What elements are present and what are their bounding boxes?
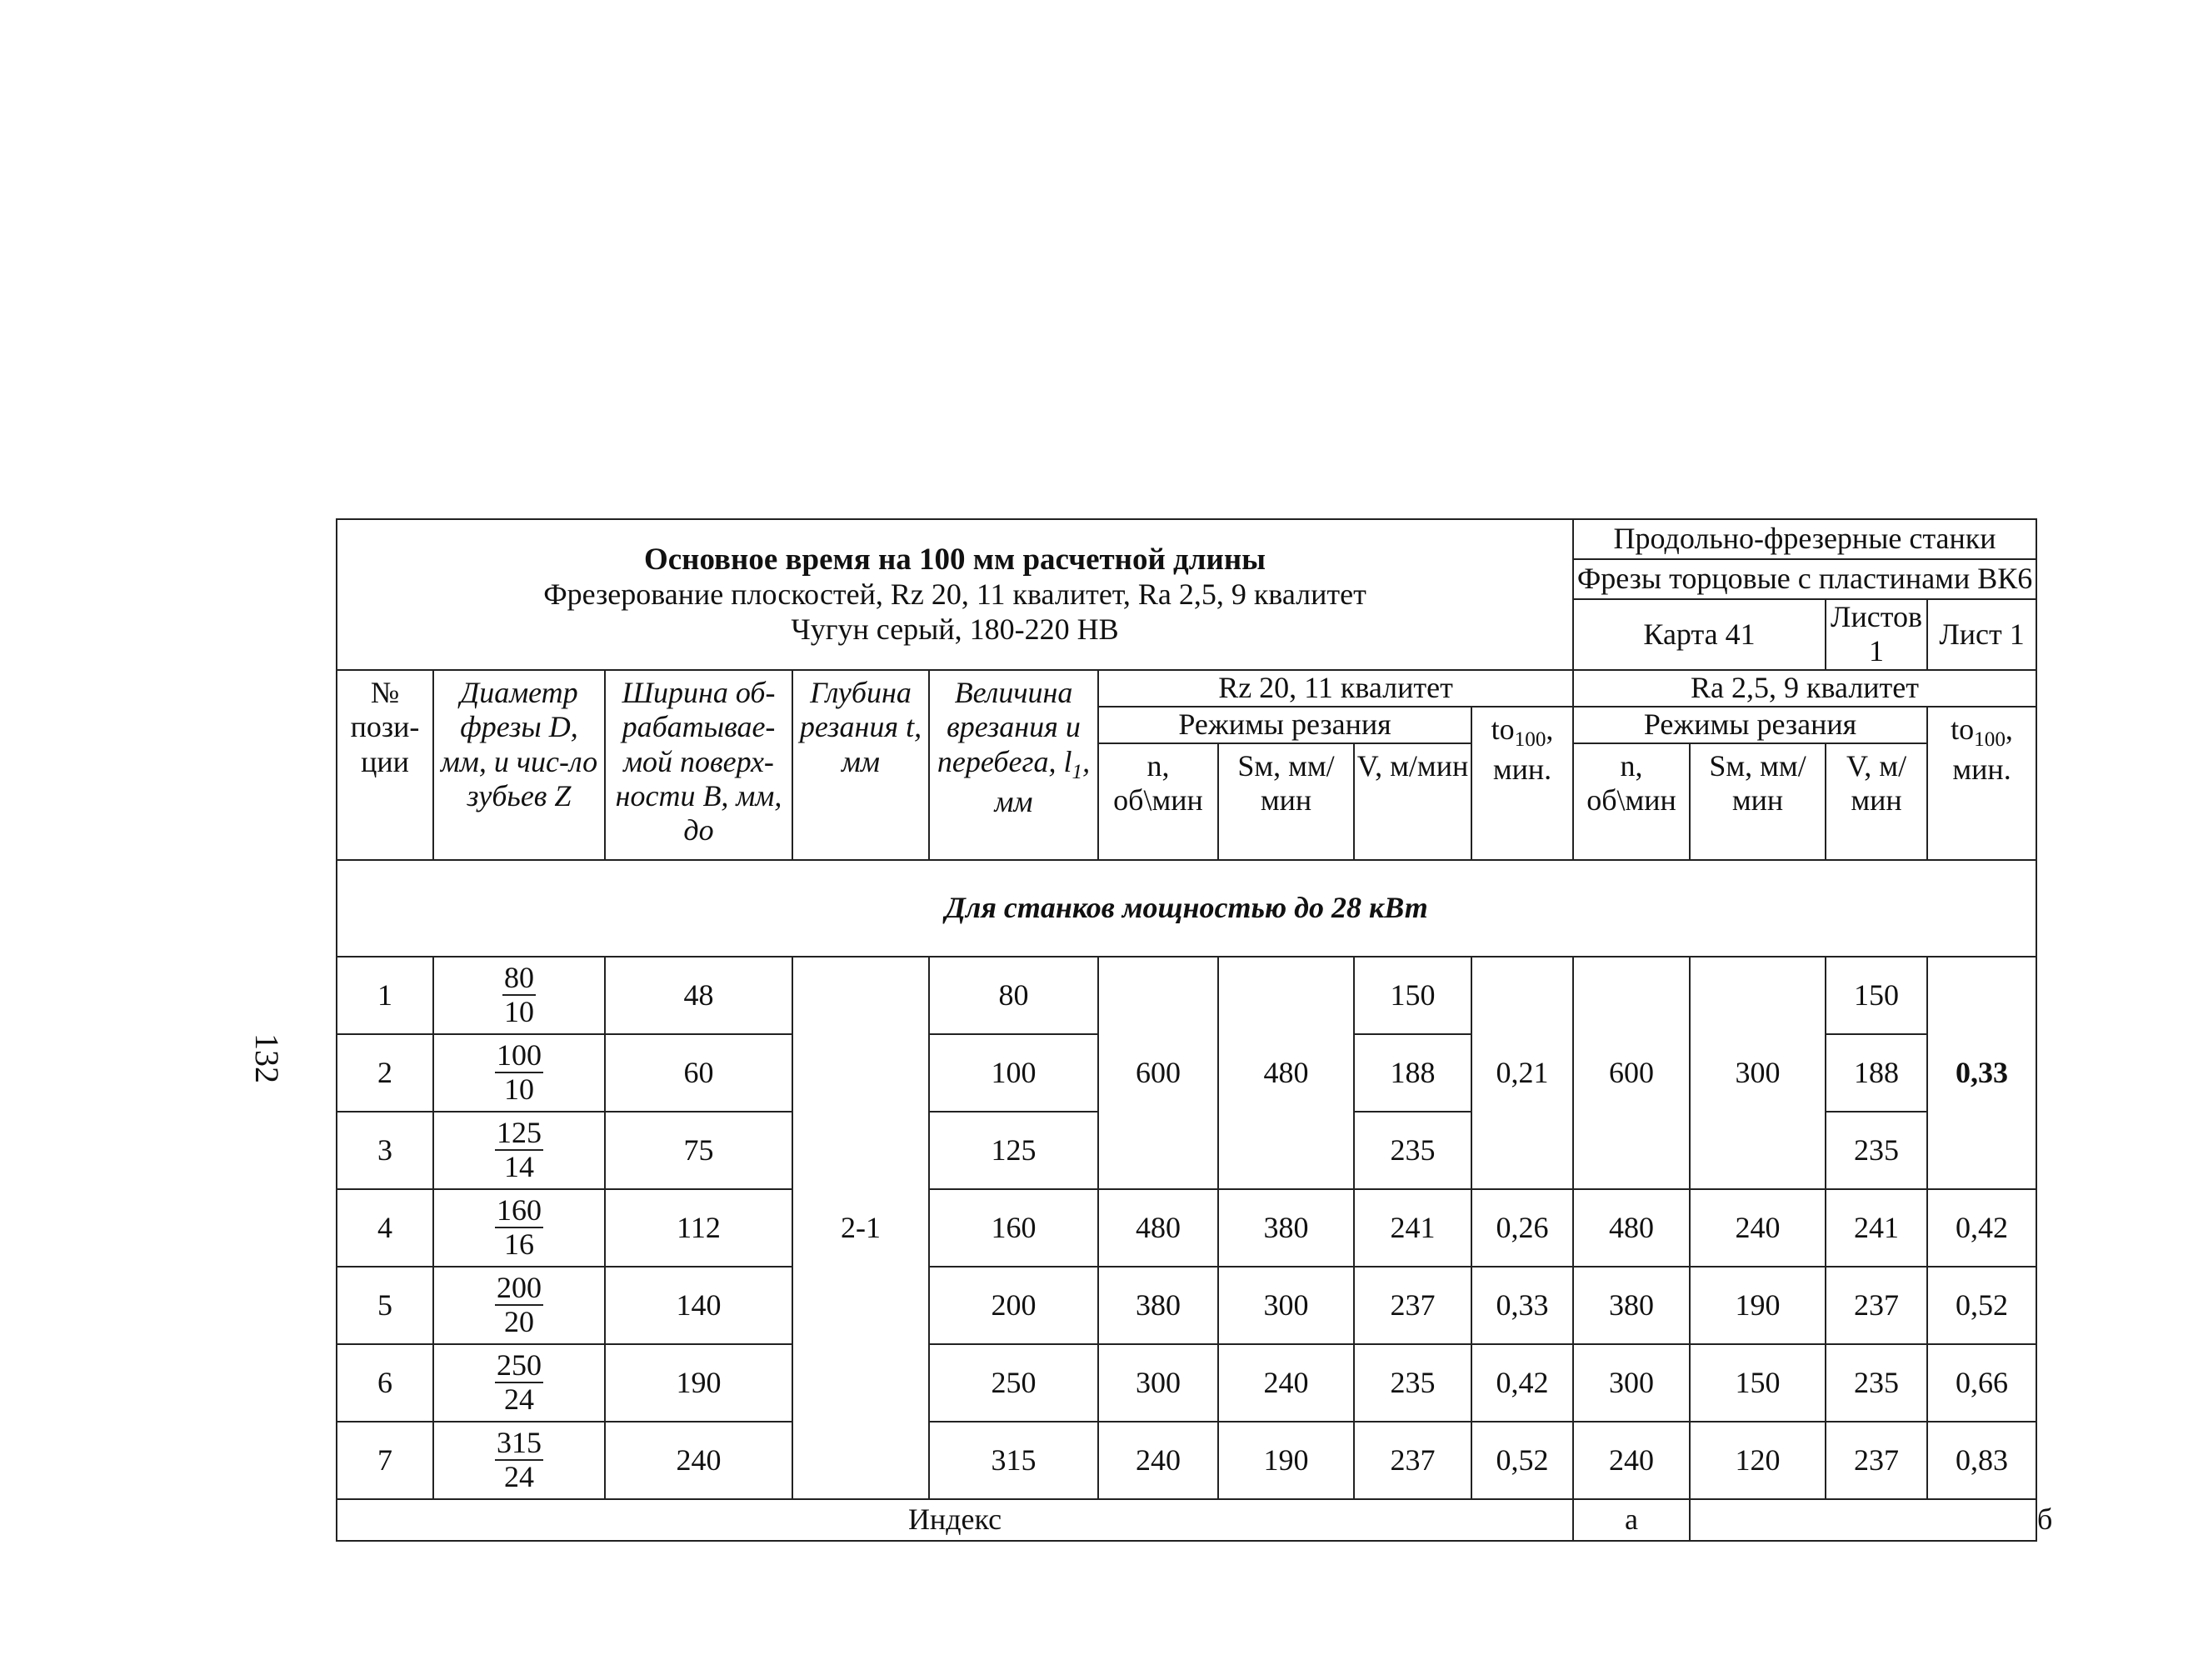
cell-v-ra: 235 [1826, 1112, 1927, 1189]
cell-n-rz: 380 [1098, 1267, 1218, 1344]
cell-position: 4 [337, 1189, 433, 1267]
cell-v-ra: 237 [1826, 1422, 1927, 1499]
cell-depth: 2-1 [792, 957, 929, 1499]
cell-diameter [433, 1422, 605, 1499]
col-header-v-rz: V, м/мин [1354, 743, 1471, 860]
page-number: 132 [248, 1033, 286, 1083]
cell-position: 7 [337, 1422, 433, 1499]
table-title: Основное время на 100 мм расчетной длины [643, 542, 1266, 577]
cell-v-ra: 188 [1826, 1034, 1927, 1112]
table-header-title-block [337, 519, 1573, 670]
group-header-rz: Rz 20, 11 квалитет [1098, 670, 1573, 707]
cell-n-ra: 480 [1573, 1189, 1690, 1267]
sheet-number: Лист 1 [1927, 599, 2036, 670]
cell-sm-rz: 300 [1218, 1267, 1354, 1344]
col-header-to-ra [1927, 707, 2036, 860]
cell-v-ra: 237 [1826, 1267, 1927, 1344]
col-header-sm-ra: Sм, мм/мин [1690, 743, 1826, 860]
col-header-depth: Глубина резания t, мм [792, 670, 929, 860]
to-symbol: to [1951, 712, 1975, 746]
col-header-v-ra: V, м/мин [1826, 743, 1927, 860]
diameter-value: 160 [497, 1192, 542, 1227]
diameter-value: 315 [497, 1425, 542, 1459]
cell-sm-rz: 190 [1218, 1422, 1354, 1499]
cell-width: 60 [605, 1034, 792, 1112]
cell-overrun: 80 [929, 957, 1098, 1034]
cell-position: 6 [337, 1344, 433, 1422]
cell-width: 240 [605, 1422, 792, 1499]
cell-to-ra: 0,42 [1927, 1189, 2036, 1267]
col-header-overrun-symbol: l [1063, 744, 1072, 778]
table-row [337, 957, 2036, 1034]
cell-n-rz: 300 [1098, 1344, 1218, 1422]
cell-v-rz: 235 [1354, 1344, 1471, 1422]
cell-v-rz: 235 [1354, 1112, 1471, 1189]
cell-to-ra: 0,66 [1927, 1344, 2036, 1422]
cell-diameter [433, 1189, 605, 1267]
cell-overrun: 100 [929, 1034, 1098, 1112]
diameter-value: 250 [497, 1348, 542, 1382]
cell-width: 140 [605, 1267, 792, 1344]
col-header-overrun-unit: , мм [994, 744, 1091, 818]
cell-n-ra: 300 [1573, 1344, 1690, 1422]
modes-header-rz: Режимы резания [1098, 707, 1471, 743]
table-row [337, 1344, 2036, 1422]
table-subtitle: Фрезерование плоскостей, Rz 20, 11 квалитет, Ra 2,5, 9 квалитет [543, 578, 1366, 612]
cell-diameter [433, 1267, 605, 1344]
machine-type: Продольно-фрезерные станки [1573, 519, 2036, 559]
col-header-sm-rz: Sм, мм/мин [1218, 743, 1354, 860]
cell-v-ra: 241 [1826, 1189, 1927, 1267]
cell-to-rz: 0,52 [1471, 1422, 1573, 1499]
col-header-overrun [929, 670, 1098, 860]
diameter-value: 200 [497, 1270, 542, 1304]
cell-overrun: 125 [929, 1112, 1098, 1189]
cell-position: 1 [337, 957, 433, 1034]
material-label: Чугун серый, 180-220 НВ [791, 612, 1119, 646]
cell-sm-rz: 380 [1218, 1189, 1354, 1267]
index-label: Индекс [337, 1499, 1573, 1541]
cell-n-rz: 240 [1098, 1422, 1218, 1499]
cell-v-rz: 188 [1354, 1034, 1471, 1112]
teeth-value: 24 [504, 1459, 534, 1493]
cell-to-rz: 0,26 [1471, 1189, 1573, 1267]
cell-v-rz: 237 [1354, 1422, 1471, 1499]
col-header-overrun-text: Величина врезания и перебега, [937, 675, 1081, 778]
diameter-value: 100 [497, 1038, 542, 1072]
teeth-value: 10 [504, 1072, 534, 1106]
cell-width: 48 [605, 957, 792, 1034]
cell-sm-ra: 240 [1690, 1189, 1826, 1267]
cell-width: 190 [605, 1344, 792, 1422]
col-header-width: Ширина об-рабатывае-мой поверх-ности В, мм, до [605, 670, 792, 860]
cell-n-rz: 600 [1098, 957, 1218, 1189]
cell-n-rz: 480 [1098, 1189, 1218, 1267]
to-unit: , мин. [1952, 712, 2013, 786]
cell-to-rz: 0,21 [1471, 957, 1573, 1189]
cell-sm-ra: 300 [1690, 957, 1826, 1189]
cell-n-ra: 600 [1573, 957, 1690, 1189]
tool-type: Фрезы торцовые с пластинами ВК6 [1573, 559, 2036, 599]
cell-to-ra: 0,52 [1927, 1267, 2036, 1344]
cell-v-rz: 150 [1354, 957, 1471, 1034]
cell-sm-ra: 120 [1690, 1422, 1826, 1499]
cell-diameter [433, 1344, 605, 1422]
modes-header-ra: Режимы резания [1573, 707, 1927, 743]
teeth-value: 10 [504, 994, 534, 1028]
col-header-n-ra: n, об\мин [1573, 743, 1690, 860]
cell-to-ra: 0,83 [1927, 1422, 2036, 1499]
cell-overrun: 315 [929, 1422, 1098, 1499]
teeth-value: 24 [504, 1382, 534, 1416]
index-a: а [1573, 1499, 1690, 1541]
cell-to-rz: 0,42 [1471, 1344, 1573, 1422]
cell-diameter [433, 1112, 605, 1189]
to-sub: 100 [1974, 728, 2006, 751]
diameter-value: 80 [504, 960, 534, 994]
cell-sm-ra: 190 [1690, 1267, 1826, 1344]
col-header-position: № пози-ции [337, 670, 433, 860]
table-row [337, 1422, 2036, 1499]
to-sub: 100 [1514, 728, 1546, 751]
cell-sm-ra: 150 [1690, 1344, 1826, 1422]
teeth-value: 16 [504, 1227, 534, 1261]
index-empty [1690, 1499, 2036, 1541]
cell-n-ra: 240 [1573, 1422, 1690, 1499]
cell-v-ra: 150 [1826, 957, 1927, 1034]
teeth-value: 20 [504, 1304, 534, 1338]
cell-v-rz: 237 [1354, 1267, 1471, 1344]
cell-n-ra: 380 [1573, 1267, 1690, 1344]
cell-to-ra: 0,33 [1927, 957, 2036, 1189]
cell-overrun: 160 [929, 1189, 1098, 1267]
teeth-value: 14 [504, 1149, 534, 1183]
cell-width: 75 [605, 1112, 792, 1189]
cell-overrun: 250 [929, 1344, 1098, 1422]
to-unit: , мин. [1492, 712, 1554, 786]
cell-sm-rz: 480 [1218, 957, 1354, 1189]
cell-v-ra: 235 [1826, 1344, 1927, 1422]
cell-sm-rz: 240 [1218, 1344, 1354, 1422]
diameter-value: 125 [497, 1115, 542, 1149]
card-number: Карта 41 [1573, 599, 1826, 670]
cell-diameter [433, 957, 605, 1034]
section-title: Для станков мощностью до 28 кВт [337, 860, 2036, 957]
to-symbol: to [1491, 712, 1515, 746]
cell-position: 2 [337, 1034, 433, 1112]
cell-position: 3 [337, 1112, 433, 1189]
cell-overrun: 200 [929, 1267, 1098, 1344]
cell-position: 5 [337, 1267, 433, 1344]
time-norm-table: Основное время на 100 мм расчетной длины Фрезерование плоскостей, Rz 20, 11 квалитет, Ra 2,5, 9 квалитет Чугун серый, 180-220 НВ Продольно-фрезерные станки Фрезы торцовые с пластинами ВК6 Карта 41 Листов 1 Лист 1 № пози-ции Диаметр фрезы D, мм, и чис-ло зубьев Z Ширина об-рабатывае-мой поверх-ности В, мм, до Глубина резания t, мм Величина врезания и перебега, $l_1$, мм Rz 20, 11 квалитет Ra 2,5, 9 квалитет Режимы резания $to_{100}$, мин. Режимы резания $to_{100}$, мин. n, об\мин Sм, мм/мин V, м/мин n, об\мин Sм, мм/мин V, м/мин Для станков мощностью до 28 кВт 1 $\frac{80}{10}$ 48 2-1 80 600 480 150 0,21 600 300 150 0,33 2 $\frac{100}{10}$ 60 100 188 188 3 $\frac{125}{14}$ 75 125 235 235 4 $\frac{160}{16}$ 112 160 480 380 241 0,26 480 240 241 0,42 5 $\frac{200}{20}$ 140 200 380 300 237 0,33 380 190 237 0,52 6 $\frac{250}{24}$ 190 250 300 240 235 0,42 300 150 235 0,66 7 $\frac{315}{24}$ 240 315 240 190 237 0,52 240 120 237 0,83 Индекс а б [336, 518, 2037, 1542]
col-header-to-rz [1471, 707, 1573, 860]
col-header-overrun-sub: 1 [1072, 760, 1083, 783]
col-header-n-rz: n, об\мин [1098, 743, 1218, 860]
cell-width: 112 [605, 1189, 792, 1267]
group-header-ra: Ra 2,5, 9 квалитет [1573, 670, 2036, 707]
col-header-diameter: Диаметр фрезы D, мм, и чис-ло зубьев Z [433, 670, 605, 860]
cell-to-rz: 0,33 [1471, 1267, 1573, 1344]
sheets-count: Листов 1 [1826, 599, 1927, 670]
table-row [337, 1267, 2036, 1344]
cell-diameter [433, 1034, 605, 1112]
table-row [337, 1189, 2036, 1267]
cell-v-rz: 241 [1354, 1189, 1471, 1267]
